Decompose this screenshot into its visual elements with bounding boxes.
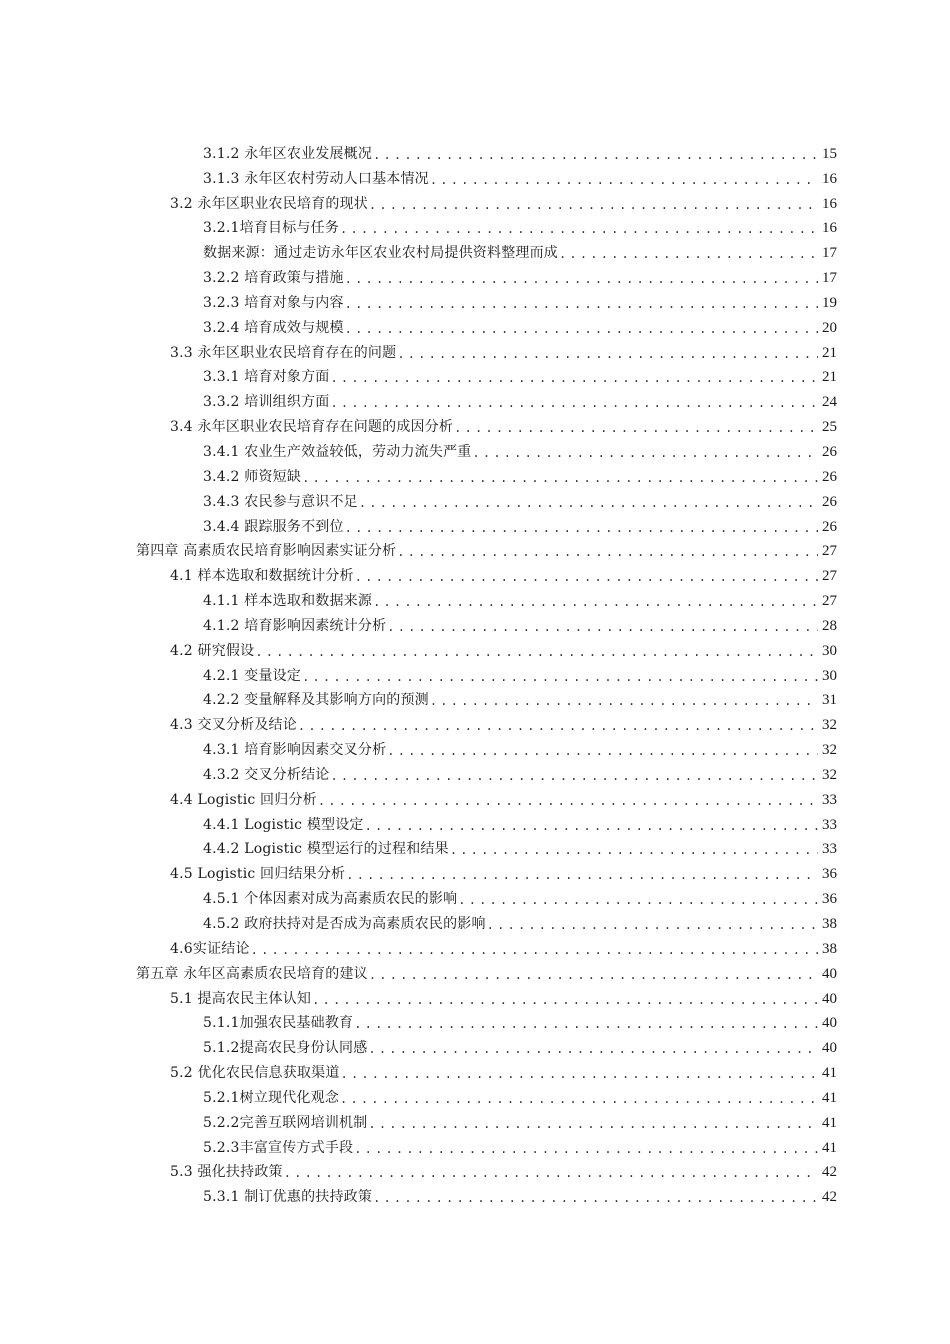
toc-page-number: 32 (822, 717, 837, 734)
toc-entry[interactable] (0, 1132, 950, 1157)
toc-page-number: 25 (822, 419, 837, 436)
toc-entry-title: 4.1 样本选取和数据统计分析 (170, 568, 354, 585)
toc-entry-title: 4.5 Logistic 回归结果分析 (170, 866, 346, 883)
dot-leader (345, 321, 818, 337)
toc-entry[interactable] (0, 1032, 950, 1057)
dot-leader (369, 967, 818, 983)
toc-entry-title: 3.4 永年区职业农民培育存在问题的成因分析 (170, 419, 454, 436)
toc-entry-title: 3.4.3 农民参与意识不足 (203, 493, 358, 510)
toc-entry-title: 5.1 提高农民主体认知 (170, 990, 312, 1007)
toc-page-number: 38 (822, 916, 837, 932)
dot-leader (373, 1190, 818, 1206)
toc-entry[interactable] (0, 461, 950, 486)
toc-entry-title: 4.1.2 培育影响因素统计分析 (203, 617, 387, 634)
toc-entry[interactable] (0, 635, 950, 660)
toc-entry[interactable] (0, 610, 950, 635)
toc-page-number: 40 (822, 990, 837, 1007)
toc-entry[interactable] (0, 237, 950, 262)
dot-leader (354, 1141, 818, 1157)
dot-leader (340, 1091, 818, 1107)
toc-entry-title: 3.3.1 培育对象方面 (203, 369, 330, 386)
toc-entry-title: 3.4.2 师资短缺 (203, 468, 302, 485)
dot-leader (312, 992, 818, 1008)
toc-entry[interactable] (0, 486, 950, 511)
toc-entry-title: 3.1.2 永年区农业发展概况 (203, 145, 373, 162)
toc-entry[interactable] (0, 337, 950, 362)
toc-page-number: 41 (822, 1089, 837, 1106)
toc-page-number: 28 (822, 617, 837, 634)
table-of-contents (0, 138, 950, 1206)
toc-entry-title: 4.5.1 个体因素对成为高素质农民的影响 (203, 891, 458, 908)
toc-page-number: 33 (822, 791, 837, 808)
toc-entry-title: 5.2.2完善互联网培训机制 (203, 1114, 368, 1131)
toc-entry-title: 5.1.1加强农民基础教育 (203, 1015, 354, 1032)
toc-entry[interactable] (0, 386, 950, 411)
toc-entry[interactable] (0, 511, 950, 536)
dot-leader (355, 569, 818, 585)
toc-page-number: 16 (822, 195, 837, 212)
toc-page-number: 33 (822, 841, 837, 858)
toc-entry-title: 5.2.1树立现代化观念 (203, 1089, 340, 1106)
toc-page-number: 30 (822, 642, 837, 659)
toc-page-number: 17 (822, 245, 837, 262)
dot-leader (458, 892, 818, 908)
toc-entry[interactable] (0, 163, 950, 188)
dot-leader (365, 818, 818, 834)
dot-leader (472, 445, 818, 461)
toc-entry[interactable] (0, 262, 950, 287)
toc-entry-title: 5.2 优化农民信息获取渠道 (170, 1065, 340, 1082)
toc-entry-title: 3.4.1 农业生产效益较低，劳动力流失严重 (203, 443, 472, 460)
dot-leader (298, 718, 818, 734)
toc-entry[interactable] (0, 933, 950, 958)
toc-page-number: 21 (822, 369, 837, 386)
toc-entry[interactable] (0, 908, 950, 933)
dot-leader (341, 1066, 818, 1082)
dot-leader (368, 1116, 818, 1132)
toc-entry[interactable] (0, 536, 950, 561)
toc-page-number: 32 (822, 742, 837, 759)
toc-entry[interactable] (0, 834, 950, 859)
toc-page-number: 26 (822, 518, 837, 535)
dot-leader (302, 470, 818, 486)
dot-leader (251, 942, 818, 958)
toc-entry-title: 4.5.2 政府扶持对是否成为高素质农民的影响 (203, 916, 486, 932)
toc-entry[interactable] (0, 362, 950, 387)
toc-page-number: 41 (822, 1065, 837, 1082)
toc-page-number: 17 (822, 270, 837, 287)
toc-entry-title: 4.3.1 培育影响因素交叉分析 (203, 742, 387, 759)
toc-entry-title: 4.4.2 Logistic 模型运行的过程和结果 (203, 841, 449, 858)
toc-entry[interactable] (0, 1181, 950, 1206)
dot-leader (346, 867, 818, 883)
dot-leader (454, 420, 818, 436)
dot-leader (387, 743, 818, 759)
toc-page-number: 26 (822, 468, 837, 485)
toc-entry[interactable] (0, 1157, 950, 1182)
toc-entry[interactable] (0, 809, 950, 834)
toc-entry-title: 5.1.2提高农民身份认同感 (203, 1040, 368, 1057)
toc-entry-title: 第四章 高素质农民培育影响因素实证分析 (136, 543, 397, 560)
toc-entry[interactable] (0, 411, 950, 436)
toc-entry-title: 3.2.3 培育对象与内容 (203, 294, 344, 311)
dot-leader (373, 594, 818, 610)
toc-page-number: 42 (822, 1189, 837, 1206)
toc-page-number: 38 (822, 940, 837, 957)
toc-page-number: 27 (822, 568, 837, 585)
toc-page-number: 26 (822, 493, 837, 510)
toc-entry[interactable] (0, 312, 950, 337)
toc-entry[interactable] (0, 958, 950, 983)
toc-entry[interactable] (0, 983, 950, 1008)
dot-leader (397, 544, 818, 560)
toc-page-number: 36 (822, 891, 837, 908)
toc-page-number: 15 (822, 145, 837, 162)
toc-page-number: 40 (822, 1040, 837, 1057)
toc-entry-title: 数据来源：通过走访永年区农业农村局提供资料整理而成 (203, 245, 558, 262)
dot-leader (330, 370, 818, 386)
toc-entry-title: 4.3 交叉分析及结论 (170, 717, 297, 734)
dot-leader (397, 346, 818, 362)
toc-entry-title: 4.2.1 变量设定 (203, 667, 302, 684)
toc-entry-title: 4.2.2 变量解释及其影响方向的预测 (203, 692, 429, 709)
toc-entry[interactable] (0, 287, 950, 312)
toc-entry-title: 4.1.1 样本选取和数据来源 (203, 593, 373, 610)
toc-entry[interactable] (0, 436, 950, 461)
toc-page-number: 32 (822, 766, 837, 783)
toc-entry[interactable] (0, 585, 950, 610)
toc-page-number: 21 (822, 344, 837, 361)
dot-leader (450, 842, 818, 858)
toc-entry-title: 第五章 永年区高素质农民培育的建议 (136, 965, 368, 982)
toc-page-number: 41 (822, 1139, 837, 1156)
toc-entry[interactable] (0, 784, 950, 809)
dot-leader (487, 917, 818, 933)
dot-leader (369, 197, 818, 213)
toc-entry[interactable] (0, 759, 950, 784)
toc-entry-title: 5.2.3丰富宣传方式手段 (203, 1139, 354, 1156)
toc-page-number: 36 (822, 866, 837, 883)
toc-entry-title: 3.3 永年区职业农民培育存在的问题 (170, 344, 397, 361)
dot-leader (345, 520, 818, 536)
toc-entry-title: 3.2 永年区职业农民培育的现状 (170, 195, 368, 212)
toc-entry[interactable] (0, 1107, 950, 1132)
toc-page-number: 26 (822, 443, 837, 460)
dot-leader (255, 644, 818, 660)
toc-entry[interactable] (0, 188, 950, 213)
toc-entry-title: 3.4.4 跟踪服务不到位 (203, 518, 344, 535)
toc-page-number: 19 (822, 294, 837, 311)
toc-entry[interactable] (0, 560, 950, 585)
toc-entry-title: 3.1.3 永年区农村劳动人口基本情况 (203, 170, 429, 187)
toc-entry-title: 3.3.2 培训组织方面 (203, 394, 330, 411)
toc-entry-title: 4.4 Logistic 回归分析 (170, 791, 317, 808)
toc-page-number: 16 (822, 170, 837, 187)
toc-entry[interactable] (0, 858, 950, 883)
dot-leader (368, 1041, 818, 1057)
toc-page-number: 16 (822, 220, 837, 237)
toc-page-number: 24 (822, 394, 837, 411)
toc-page-number: 42 (822, 1164, 837, 1181)
dot-leader (430, 693, 818, 709)
dot-leader (284, 1165, 818, 1181)
toc-page-number: 27 (822, 593, 837, 610)
dot-leader (330, 768, 818, 784)
dot-leader (359, 495, 818, 511)
toc-page-number: 31 (822, 692, 837, 709)
toc-page-number: 30 (822, 667, 837, 684)
dot-leader (430, 172, 818, 188)
dot-leader (354, 1016, 818, 1032)
toc-page-number: 20 (822, 319, 837, 336)
toc-page-number: 41 (822, 1114, 837, 1131)
toc-entry-title: 4.6实证结论 (170, 940, 250, 957)
toc-entry[interactable] (0, 685, 950, 710)
toc-entry[interactable] (0, 213, 950, 238)
toc-entry-title: 5.3.1 制订优惠的扶持政策 (203, 1189, 373, 1206)
toc-entry[interactable] (0, 734, 950, 759)
toc-entry[interactable] (0, 138, 950, 163)
dot-leader (330, 395, 818, 411)
toc-page-number: 33 (822, 816, 837, 833)
dot-leader (302, 669, 818, 685)
dot-leader (559, 246, 818, 262)
toc-entry[interactable] (0, 709, 950, 734)
toc-page-number: 40 (822, 965, 837, 982)
toc-entry[interactable] (0, 1008, 950, 1033)
dot-leader (387, 619, 818, 635)
toc-entry-title: 3.2.1培育目标与任务 (203, 220, 340, 237)
toc-entry-title: 3.2.4 培育成效与规模 (203, 319, 344, 336)
dot-leader (340, 221, 818, 237)
dot-leader (373, 147, 818, 163)
dot-leader (345, 296, 818, 312)
toc-entry[interactable] (0, 1057, 950, 1082)
toc-entry[interactable] (0, 883, 950, 908)
toc-entry-title: 4.4.1 Logistic 模型设定 (203, 816, 364, 833)
toc-entry-title: 3.2.2 培育政策与措施 (203, 270, 344, 287)
toc-page-number: 40 (822, 1015, 837, 1032)
toc-entry-title: 5.3 强化扶持政策 (170, 1164, 283, 1181)
dot-leader (345, 271, 818, 287)
toc-entry-title: 4.2 研究假设 (170, 642, 255, 659)
toc-page-number: 27 (822, 543, 837, 560)
toc-entry[interactable] (0, 1082, 950, 1107)
dot-leader (318, 793, 818, 809)
toc-entry-title: 4.3.2 交叉分析结论 (203, 766, 330, 783)
toc-entry[interactable] (0, 660, 950, 685)
